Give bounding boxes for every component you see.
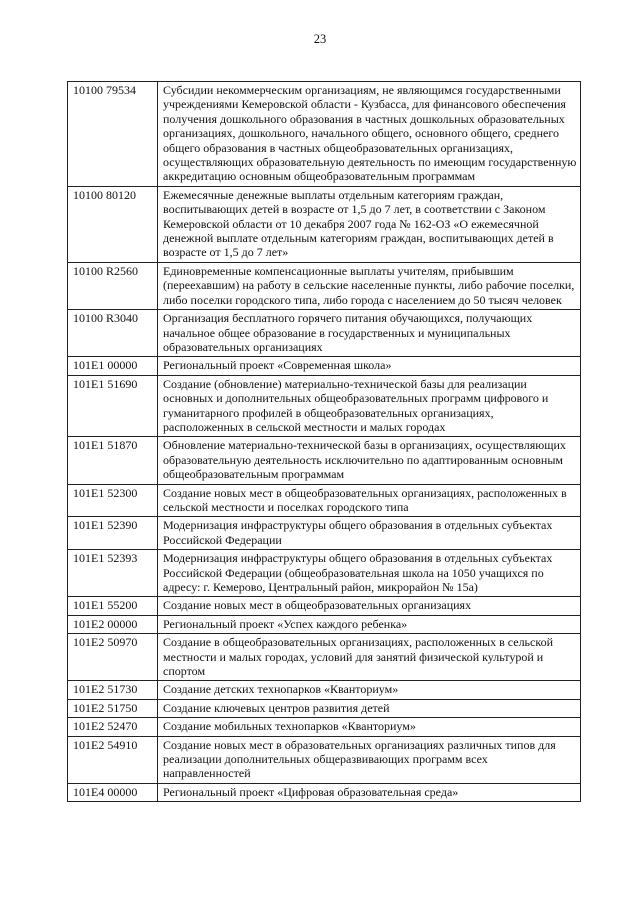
classification-description: Единовременные компенсационные выплаты учителям, прибывшим (переехавшим) на работу в сельские населенные пункты, либо рабочие поселки, либо поселки городского типа, либо города с населением до 50 тысяч человек	[158, 262, 581, 309]
table-row	[68, 310, 581, 357]
table-row	[68, 262, 581, 309]
table-row	[68, 615, 581, 633]
table-row	[68, 186, 581, 262]
classification-description: Создание новых мест в общеобразовательных организациях	[158, 597, 581, 615]
table-row	[68, 783, 581, 801]
table-row	[68, 597, 581, 615]
classification-code: 101E2 00000	[68, 615, 158, 633]
table-row	[68, 634, 581, 681]
table-row	[68, 517, 581, 550]
table-row	[68, 699, 581, 717]
classification-description: Создание детских технопарков «Кванториум»	[158, 681, 581, 699]
classification-code: 10100 79534	[68, 82, 158, 187]
classification-description: Обновление материально-технической базы в организациях, осуществляющих образовательную деятельность исключительно по адаптированным основным общеобразовательным программам	[158, 437, 581, 484]
table-row	[68, 736, 581, 783]
page-number: 23	[313, 32, 327, 46]
budget-classification-table	[67, 81, 581, 802]
classification-code: 101E1 51690	[68, 375, 158, 437]
classification-description: Субсидии некоммерческим организациям, не являющимся государственными учреждениями Кемеровской области - Кузбасса, для финансового обеспечения получения дошкольного образования в частных дошкольных образовательных организациях, дошкольного, начального общего, основного общего, среднего общего образования в частных общеобразовательных организациях, осуществляющих образовательную деятельность по имеющим государственную аккредитацию основным общеобразовательным программам	[158, 82, 581, 187]
classification-code: 101E2 50970	[68, 634, 158, 681]
classification-description: Создание ключевых центров развития детей	[158, 699, 581, 717]
table-row	[68, 437, 581, 484]
classification-description: Региональный проект «Успех каждого ребенка»	[158, 615, 581, 633]
classification-code: 101E1 00000	[68, 357, 158, 375]
table-row	[68, 550, 581, 597]
classification-code: 101E4 00000	[68, 783, 158, 801]
classification-code: 10100 R3040	[68, 310, 158, 357]
classification-code: 101E2 51750	[68, 699, 158, 717]
classification-description: Региональный проект «Современная школа»	[158, 357, 581, 375]
classification-description: Модернизация инфраструктуры общего образования в отдельных субъектах Российской Федерации	[158, 517, 581, 550]
classification-description: Региональный проект «Цифровая образовательная среда»	[158, 783, 581, 801]
classification-description: Создание новых мест в общеобразовательных организациях, расположенных в сельской местности и поселках городского типа	[158, 484, 581, 517]
classification-code: 101E1 52393	[68, 550, 158, 597]
classification-code: 101E1 52390	[68, 517, 158, 550]
classification-code: 101E1 51870	[68, 437, 158, 484]
classification-description: Создание мобильных технопарков «Кванториум»	[158, 718, 581, 736]
classification-code: 101E1 55200	[68, 597, 158, 615]
classification-description: Ежемесячные денежные выплаты отдельным категориям граждан, воспитывающих детей в возрасте от 1,5 до 7 лет, в соответствии с Законом Кемеровской области от 10 декабря 2007 года № 162-ОЗ «О ежемесячной денежной выплате отдельным категориям граждан, воспитывающих детей в возрасте от 1,5 до 7 лет»	[158, 186, 581, 262]
classification-code: 101E2 54910	[68, 736, 158, 783]
table-row	[68, 681, 581, 699]
classification-code: 10100 80120	[68, 186, 158, 262]
table-row	[68, 82, 581, 187]
classification-description: Модернизация инфраструктуры общего образования в отдельных субъектах Российской Федерации (общеобразовательная школа на 1050 учащихся по адресу: г. Кемерово, Центральный район, микрорайон № 15а)	[158, 550, 581, 597]
classification-code: 101E1 52300	[68, 484, 158, 517]
table-row	[68, 484, 581, 517]
classification-description: Создание новых мест в образовательных организациях различных типов для реализации дополнительных общеразвивающих программ всех направленностей	[158, 736, 581, 783]
classification-code: 10100 R2560	[68, 262, 158, 309]
classification-description: Организация бесплатного горячего питания обучающихся, получающих начальное общее образование в государственных и муниципальных образовательных организациях	[158, 310, 581, 357]
table-row	[68, 718, 581, 736]
classification-description: Создание в общеобразовательных организациях, расположенных в сельской местности и малых городах, условий для занятий физической культурой и спортом	[158, 634, 581, 681]
classification-description: Создание (обновление) материально-технической базы для реализации основных и дополнительных общеобразовательных программ цифрового и гуманитарного профилей в общеобразовательных организациях, расположенных в сельской местности и малых городах	[158, 375, 581, 437]
classification-code: 101E2 51730	[68, 681, 158, 699]
classification-code: 101E2 52470	[68, 718, 158, 736]
table-row	[68, 375, 581, 437]
table-row	[68, 357, 581, 375]
